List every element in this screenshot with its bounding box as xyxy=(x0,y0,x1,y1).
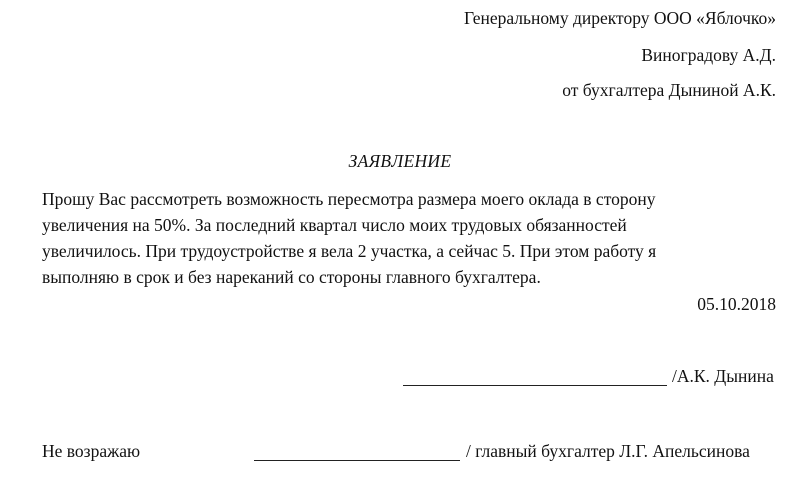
approver-signature-name: / главный бухгалтер Л.Г. Апельсинова xyxy=(466,441,750,461)
body-line: увеличения на 50%. За последний квартал число моих трудовых обязанностей xyxy=(42,215,627,235)
addressee-position: Генеральному директору ООО «Яблочко» xyxy=(463,8,776,28)
applicant-signature-line xyxy=(403,385,667,386)
sender-line: от бухгалтера Дыниной А.К. xyxy=(562,80,776,100)
approver-signature-line xyxy=(254,460,460,461)
approval-label: Не возражаю xyxy=(42,441,141,461)
addressee-name: Виноградову А.Д. xyxy=(641,45,776,65)
body-line: выполняю в срок и без нареканий со стороны главного бухгалтера. xyxy=(42,267,541,287)
body-line: Прошу Вас рассмотреть возможность пересмотра размера моего оклада в сторону xyxy=(42,189,656,209)
statement-body xyxy=(42,186,732,290)
body-line: увеличилось. При трудоустройстве я вела 2 участка, а сейчас 5. При этом работу я xyxy=(42,241,657,261)
applicant-signature-name: /А.К. Дынина xyxy=(672,366,774,386)
document-date: 05.10.2018 xyxy=(697,294,776,314)
document-title: ЗАЯВЛЕНИЕ xyxy=(348,151,452,171)
